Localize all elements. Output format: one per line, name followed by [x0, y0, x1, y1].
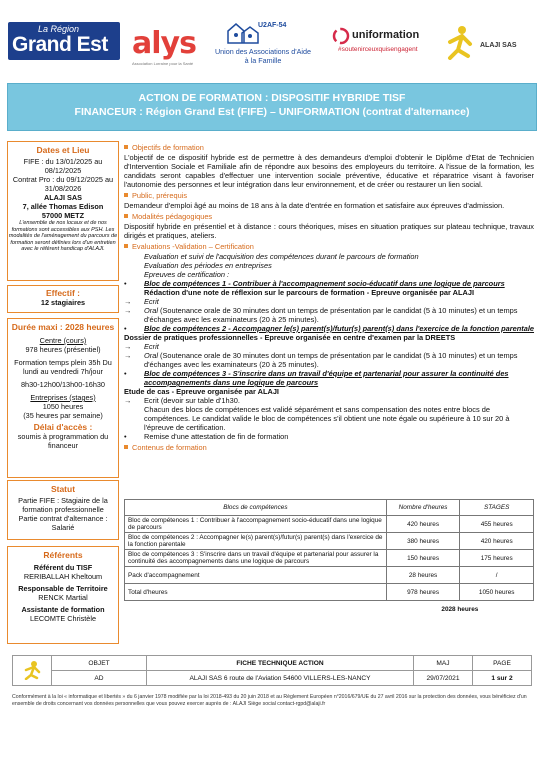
- public-heading: Public, prérequis: [124, 191, 534, 200]
- footer-logo: [13, 656, 52, 686]
- referents-box: Référents Référent du TISF RERIBALLAH Kheltoum Responsable de Territoire RENCK Martial Assistante de formation LECOMTE Christèle: [7, 546, 119, 644]
- alys-logo: alys Association Lorraine pour la Santé: [132, 26, 196, 66]
- bloc2-item: • Bloc de compétences 2 - Accompagner le(s) parent(s)/futur(s) parent(s) dans l'exercice de la fonction parentale: [124, 324, 535, 333]
- main-content: Objectifs de formation L'objectif de ce dispositif hybride est de permettre à des demandeurs d'emploi d'obtenir le Diplôme d'Etat de Technicien d'Intervention Sociale et Familiale afin de répondre aux besoins des employeurs du territoire. A l'issue de la formation, les candidats seront capables d'effectuer une intervention sociale préventive, éducative et réparatrice visant à favoriser l'autonomie des personnes et leur intégration dans leur environnement, et de créer ou restaurer un lien social. Public, prérequis Demandeur d'emploi âgé au moins de 18 ans à la date d'entrée en formation et satisfaire aux épreuves d'admission. Modalités pédagogiques Dispositif hybride en présentiel et à distance : cours théoriques, mises en situation pratiques sur plateau technique, travaux dirigés et pratiques, ateliers. Evaluations -Validation – Certification Evaluation et suivi de l'acquisition des compétences durant le parcours de formation Evaluation des périodes en entreprises Epreuves de certification : • Bloc de compétences 1 - Contribuer à l'accompagnement socio-éducatif dans une logique de parcours Rédaction d'une note de réflexion sur le parcours de formation - Epreuve organisée par ALAJI → Ecrit → Oral (Soutenance orale de 30 minutes dont un temps de présentation par le candidat (5 à 10 minutes) et un temps d'échanges avec les examinateurs (20 à 25 minutes). • Bloc de compétences 2 - Accompagner le(s) parent(s)/futur(s) parent(s) dans l'exercice de la fonction parentale Dossier de pratiques professionnelles - Epreuve organisée en centre d'examen par la DREETS → Ecrit → Oral (Soutenance orale de 30 minutes dont un temps de présentation par le candidat (5 à 10 minutes) et un temps d'échanges avec les examinateurs (20 à 25 minutes). • Bloc de compétences 3 - S'inscrire dans un travail d'équipe et partenarial pour assurer la continuité des accompagnements dans une logique de parcours Etude de cas - Epreuve organisée par ALAJI → Ecrit (devoir sur table d'1h30. Chacun des blocs de compétences est validé séparément et sans compensation des notes entre blocs de compétences. Le candidat valide le bloc de compétences s'il obtient une note égale ou supérieure à 10 sur 20 à l'épreuve de certification. • Remise d'une attestation de fin de formation Contenus de formation: [124, 143, 535, 452]
- uniformation-logo: uniformation #soutenirceuxquisengagent: [330, 24, 430, 64]
- table-row: Bloc de compétences 2 : Accompagner le(s) parent(s)/futur(s) parent(s) dans l'exercice de la fonction parentale 380 heures 420 heures: [125, 533, 534, 550]
- effectif-box: Effectif : 12 stagiaires: [7, 285, 119, 313]
- public-text: Demandeur d'emploi âgé au moins de 18 ans à la date d'entrée en formation et satisfaire aux épreuves d'admission.: [124, 201, 505, 210]
- arrow-icon: →: [124, 342, 132, 351]
- title-banner: [7, 83, 537, 131]
- table-total-row: 2028 heures: [441, 605, 479, 613]
- footer-table: OBJET FICHE TECHNIQUE ACTION MAJ PAGE AD ALAJI SAS 6 route de l'Aviation 54600 VILLERS-LES-NANCY 29/07/2021 1 sur 2: [12, 655, 532, 686]
- arrow-icon: →: [124, 351, 132, 360]
- uaaf-logo: U2AF-54 Union des Associations d'Aide à la Famille: [214, 22, 312, 65]
- arrow-icon: →: [124, 396, 132, 405]
- contenus-table: [124, 499, 534, 617]
- statut-box: Statut Partie FIFE : Stagiaire de la formation professionnelle Partie contrat d'alternance : Salarié: [7, 480, 119, 540]
- evaluations-heading: Evaluations -Validation – Certification: [124, 242, 534, 251]
- duree-box: Durée maxi : 2028 heures Centre (cours) 978 heures (présentiel) Formation temps plein 35h Du lundi au vendredi 7h/jour 8h30-12h00/13h00-16h30 Entreprises (stages) 1050 heures (35 heures par semaine) Délai d'accès : soumis à programmation du financeur: [7, 318, 119, 478]
- dates-lieu-box: Dates et Lieu FIFE : du 13/01/2025 au 08/12/2025 Contrat Pro : du 09/12/2025 au 31/08/2026 ALAJI SAS 7, allée Thomas Edison 57000 METZ L'ensemble de nos locaux et de nos formations sont accessibles aux PSH. Les modalités de l'aménagement du parcours de formation seront définies lors d'un entretien avec le référent handicap d'ALAJI.: [7, 141, 119, 281]
- legal-notice: Conformément à la loi « informatique et libertés » du 6 janvier 1978 modifiée par la loi 2018-493 du 20 juin 2018 et au Règlement Européen n°2016/679/UE du 27 avril 2016 sur la protection des données, vous bénéficiez d'un ensemble de droits concernant vos données personnelles que vous pouvez exercer auprès de : ALAJI Siège social contact-rgpd@alaji.fr: [12, 694, 527, 707]
- modalites-text: Dispositif hybride en présentiel et à distance : cours théoriques, mises en situation pratiques sur plateau technique, travaux dirigés et pratiques, ateliers.: [124, 222, 534, 240]
- table-header-row: Blocs de compétences Nombre d'heures STAGES: [125, 500, 534, 516]
- arrow-icon: →: [124, 297, 132, 306]
- bloc1-item: • Bloc de compétences 1 - Contribuer à l'accompagnement socio-éducatif dans une logique de parcours: [124, 279, 505, 288]
- bloc3-item: • Bloc de compétences 3 - S'inscrire dans un travail d'équipe et partenarial pour assurer la continuité des accompagnements dans une logique de parcours: [124, 369, 509, 387]
- runner-icon: [21, 660, 43, 680]
- banner-financeur: FINANCEUR : Région Grand Est (FIFE) – UNIFORMATION (contrat d'alternance): [74, 106, 470, 118]
- contenus-heading: Contenus de formation: [124, 443, 534, 452]
- modalites-heading: Modalités pédagogiques: [124, 212, 534, 221]
- alaji-logo: ALAJI SAS: [440, 24, 530, 64]
- region-grand-est-logo: La Région Grand Est: [8, 22, 120, 60]
- runner-icon: [442, 24, 478, 60]
- objectifs-heading: Objectifs de formation: [124, 143, 534, 152]
- table-row: Pack d'accompagnement 28 heures /: [125, 567, 534, 584]
- houses-icon: [226, 21, 260, 45]
- objectifs-text: L'objectif de ce dispositif hybride est de permettre à des demandeurs d'emploi d'obtenir le Diplôme d'Etat de Technicien d'Intervention Sociale et Familiale afin de répondre aux besoins des employeurs du territoire. A l'issue de la formation, les candidats seront capables d'effectuer une intervention sociale préventive, éducative et réparatrice visant à favoriser l'autonomie des personnes et leur intégration dans leur environnement, et de créer ou restaurer un lien social.: [124, 153, 534, 189]
- banner-title: ACTION DE FORMATION : DISPOSITIF HYBRIDE TISF: [138, 92, 406, 104]
- table-row: Bloc de compétences 1 : Contribuer à l'accompagnement socio-éducatif dans une logique de parcours 420 heures 455 heures: [125, 516, 534, 533]
- arrow-icon: →: [124, 306, 132, 315]
- uniformation-symbol-icon: [332, 26, 350, 46]
- table-row: Bloc de compétences 3 : S'inscrire dans un travail d'équipe et partenarial pour assurer la continuité des accompagnements dans une logique de parcours 150 heures 175 heures: [125, 550, 534, 567]
- table-row: Total d'heures 978 heures 1050 heures: [125, 584, 534, 601]
